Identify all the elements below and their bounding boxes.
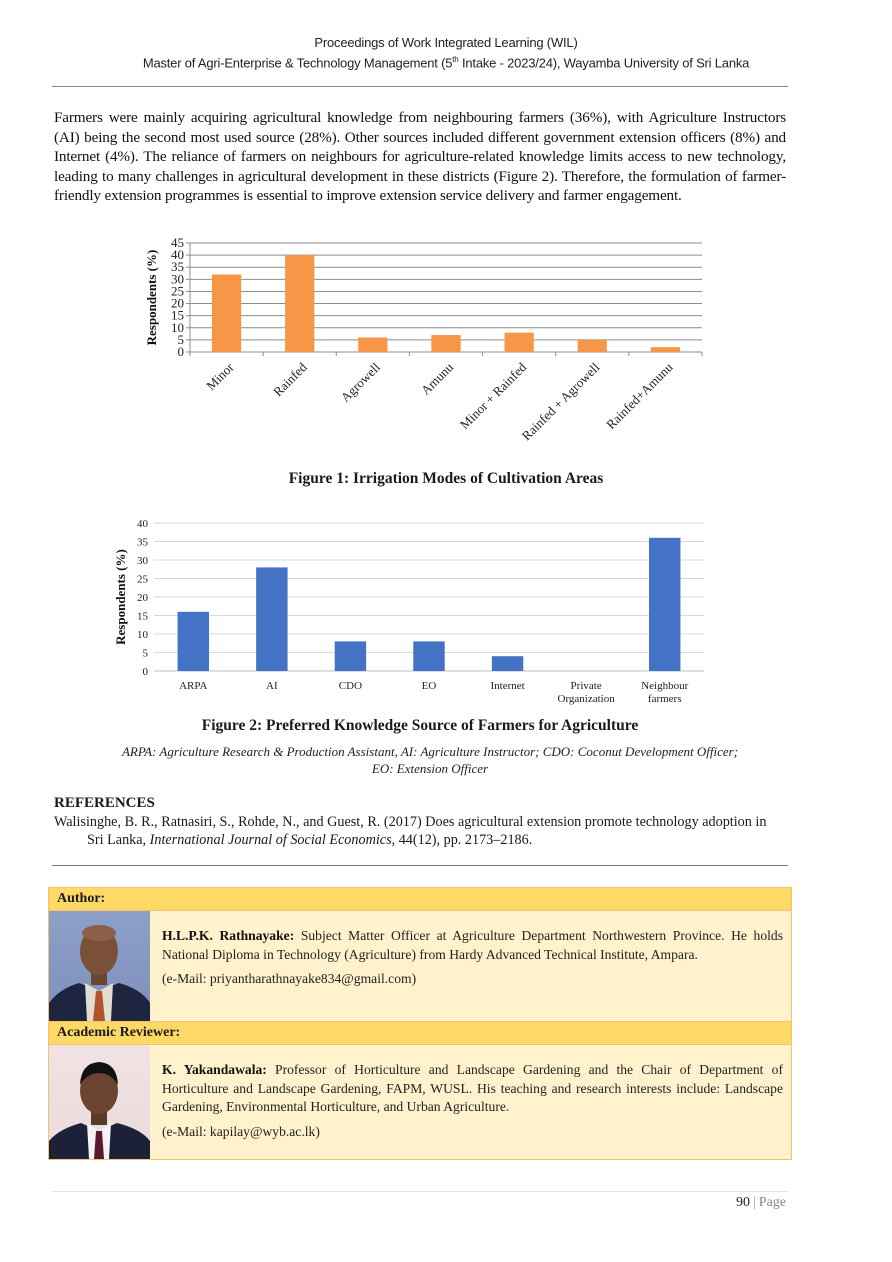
x-tick-label: Neighbour xyxy=(641,680,689,692)
y-tick-label: 35 xyxy=(171,259,184,275)
running-header xyxy=(0,34,892,71)
y-tick-label: 10 xyxy=(137,629,148,641)
x-tick-label: Minor xyxy=(203,359,237,394)
x-tick-label: CDO xyxy=(338,680,363,692)
y-tick-label: 30 xyxy=(171,271,184,287)
body-paragraph: Farmers were mainly acquiring agricultural knowledge from neighbouring farmers (36%), with Agriculture Instructors (AI) being the second most used source (28%). Other sources included different government extension officers (8%) and Internet (4%). The reliance of farmers on neighbours for agriculture-related knowledge limits access to new technology, leading to many challenges in agricultural development in these districts (Figure 2). Therefore, the formulation of farmer-friendly extension programmes is essential to improve extension service delivery and farmer engagement. xyxy=(54,109,786,205)
y-tick-label: 30 xyxy=(137,555,148,567)
header-line-2-text: Master of Agri-Enterprise & Technology Management (5 xyxy=(142,55,453,71)
author-heading: Author: xyxy=(49,888,791,911)
y-tick-label: 35 xyxy=(137,536,148,549)
header-line-1: Proceedings of Work Integrated Learning (WIL) xyxy=(314,35,578,50)
author-description: Subject Matter Officer at Agriculture Department Northwestern Province. He holds National Diploma in Technology (Agriculture) from Hardy Advanced Technical Institute, Ampara. xyxy=(162,928,783,962)
x-tick-label: Minor + Rainfed xyxy=(456,359,530,432)
author-name: H.L.P.K. Rathnayake: xyxy=(162,928,295,943)
figure-1-caption: Figure 1: Irrigation Modes of Cultivation Areas xyxy=(288,470,604,487)
page-footer xyxy=(736,1195,786,1211)
x-tick-label: ARPA xyxy=(179,680,208,692)
x-tick-label: Internet xyxy=(490,680,525,692)
author-email[interactable]: (e-Mail: priyantharathnayake834@gmail.com) xyxy=(162,971,417,986)
x-tick-label: Organization xyxy=(557,693,615,705)
y-tick-label: 10 xyxy=(171,319,184,335)
note-line-1: ARPA: Agriculture Research & Production Assistant, AI: Agriculture Instructor; CDO: Coconut Development Officer; xyxy=(121,744,739,759)
header-line-2-tail: Intake - 2023/24), Wayamba University of Sri Lanka xyxy=(458,55,750,71)
bar xyxy=(212,274,241,352)
y-tick-label: 25 xyxy=(171,283,184,299)
references-heading: REFERENCES xyxy=(54,795,155,811)
bar xyxy=(651,347,680,352)
bio-box xyxy=(48,887,792,1160)
y-tick-label: 0 xyxy=(142,666,148,678)
reviewer-row xyxy=(49,1045,791,1159)
author-row xyxy=(49,911,791,1022)
note-line-2: EO: Extension Officer xyxy=(371,761,489,776)
x-tick-label: farmers xyxy=(647,693,682,705)
header-superscript: th xyxy=(452,55,459,64)
bar xyxy=(492,656,523,671)
reviewer-name: K. Yakandawala: xyxy=(162,1062,267,1077)
bar xyxy=(335,641,366,671)
y-tick-label: 20 xyxy=(137,592,148,604)
y-tick-label: 0 xyxy=(177,344,184,359)
reviewer-heading: Academic Reviewer: xyxy=(49,1022,791,1045)
y-axis-title: Respondents (%) xyxy=(144,249,159,346)
figure-2-caption: Figure 2: Preferred Knowledge Source of Farmers for Agriculture xyxy=(201,717,639,734)
reference-journal: International Journal of Social Economics xyxy=(149,831,392,848)
y-axis-title: Respondents (%) xyxy=(113,549,128,645)
figure-2-chart xyxy=(110,512,710,712)
reviewer-photo xyxy=(49,1045,150,1159)
y-tick-label: 15 xyxy=(171,307,184,323)
page-separator: | xyxy=(752,1195,756,1210)
y-tick-label: 15 xyxy=(137,610,148,623)
y-tick-label: 20 xyxy=(171,295,184,311)
reviewer-email[interactable]: (e-Mail: kapilay@wyb.ac.lk) xyxy=(162,1123,320,1139)
header-line-2 xyxy=(0,51,892,71)
reference-authors-title: Walisinghe, B. R., Ratnasiri, S., Rohde, N., and Guest, R. (2017) Does agricultural extension promote technology adoption in Sri Lanka, xyxy=(54,814,767,848)
x-tick-label: Agrowell xyxy=(337,359,383,405)
bar xyxy=(178,612,209,671)
y-tick-label: 40 xyxy=(171,247,184,263)
bar xyxy=(358,337,387,352)
bar xyxy=(578,340,607,352)
bar xyxy=(505,333,534,352)
x-tick-label: EO xyxy=(421,680,437,692)
x-tick-label: Amunu xyxy=(417,359,457,398)
x-tick-label: Rainfed+Amunu xyxy=(603,359,676,432)
x-tick-label: Private xyxy=(570,680,602,692)
figure-2-abbreviation-note xyxy=(40,743,820,777)
y-tick-label: 45 xyxy=(171,235,184,250)
reviewer-description: Professor of Horticulture and Landscape Gardening and the Chair of Department of Horticulture and Landscape Gardening, FAPM, WUSL. His teaching and research interests include: Landscape Gardening, Environmental Horticulture, and Urban Agriculture. xyxy=(162,1062,783,1114)
page-number: 90 xyxy=(735,1195,750,1210)
reference-item xyxy=(54,814,786,849)
bar xyxy=(285,255,314,352)
y-tick-label: 25 xyxy=(137,573,148,586)
bar xyxy=(256,567,287,671)
figure-1-chart xyxy=(140,232,720,462)
author-photo xyxy=(49,911,150,1021)
bar xyxy=(649,538,680,671)
references-divider xyxy=(52,865,788,866)
bar xyxy=(413,641,444,671)
y-tick-label: 40 xyxy=(137,518,148,530)
page-label: Page xyxy=(758,1195,786,1210)
reference-details: , 44(12), pp. 2173–2186. xyxy=(391,831,533,848)
y-tick-label: 5 xyxy=(142,647,148,660)
x-tick-label: Rainfed xyxy=(270,359,310,400)
x-tick-label: Rainfed + Agrowell xyxy=(518,359,603,444)
bar xyxy=(431,335,460,352)
author-bio xyxy=(150,911,791,1021)
footer-divider xyxy=(52,1191,788,1192)
x-tick-label: AI xyxy=(266,680,278,692)
header-divider xyxy=(52,86,788,87)
reviewer-bio xyxy=(150,1045,791,1159)
y-tick-label: 5 xyxy=(177,331,184,347)
